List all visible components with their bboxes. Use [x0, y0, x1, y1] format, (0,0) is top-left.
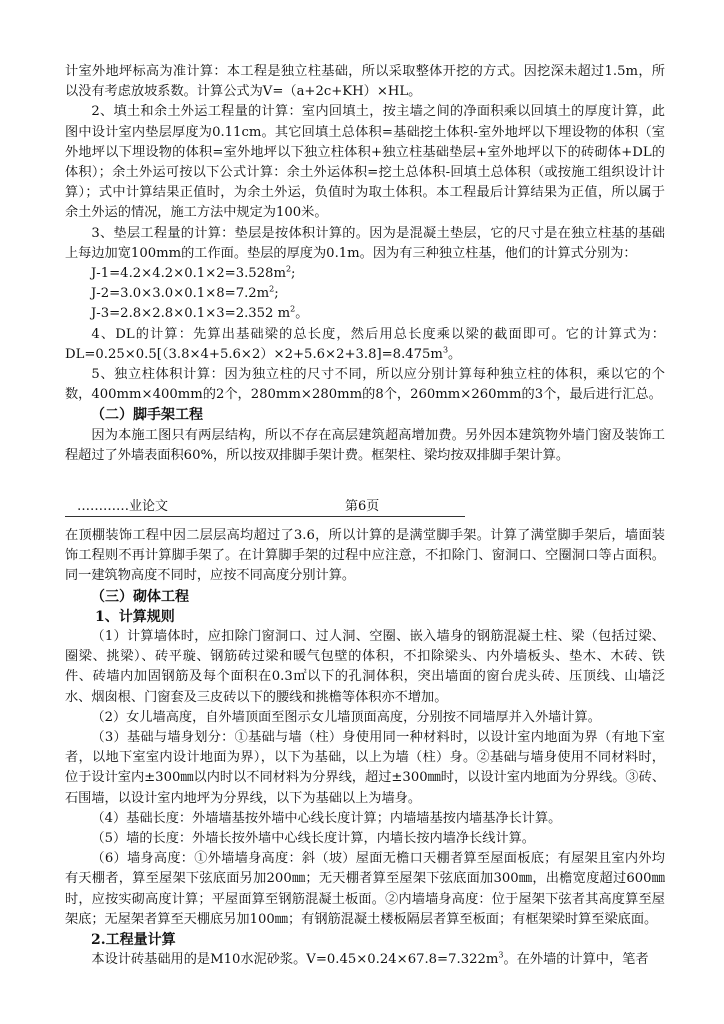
rule-6: （6）墙身高度：①外墙墙身高度：斜（坡）屋面无檐口天棚者算至屋面板底；有屋架且室内外均有天棚者，算至屋架下弦底面另加200㎜；无天棚者算至屋架下弦底面加300㎜，出檐宽度超过600㎜时，应按实砌高度计算；平屋面算至钢筋混凝土板面。②内墙墙身高度：位于屋架下弦者其高度算至屋架底；无屋架者算至天棚底另加100㎜；有钢筋混凝土楼板隔层者算至板面；有框架梁时算至梁底面。 [65, 851, 665, 927]
page-footer [65, 498, 465, 517]
footer-title: …………业论文 [77, 499, 169, 514]
continuation-paragraph: 在顶棚装饰工程中因二层层高均超过了3.6，所以计算的是满堂脚手架。计算了满堂脚手架后，墙面装饰工程则不再计算脚手架了。在计算脚手架的过程中应注意，不扣除门、窗洞口、空圈洞口等占面积。同一建筑物高度不同时，应按不同高度分别计算。 [65, 528, 665, 584]
item-5-paragraph: 5、独立柱体积计算：因为独立柱的尺寸不同，所以应分别计算每种独立柱的体积，乘以它的个数，400mm×400mm的2个，280mm×280mm的8个，260mm×260mm的3个，最后进行汇总。 [65, 367, 665, 403]
heading-scaffold: （二）脚手架工程 [91, 407, 203, 424]
formula-j3: J-3=2.8×2.8×0.1×3=2.352 $m^2$。 [91, 305, 309, 322]
item-2-paragraph: 2、填土和余土外运工程量的计算：室内回填土，按主墙之间的净面积乘以回填土的厚度计算，此图中设计室内垫层厚度为0.11cm。其它回填土总体积=基础挖土体积-室外地坪以下埋设物的体积（室外地坪以下埋设物的体积=室外地坪以下独立柱体积+独立柱基础垫层+室外地坪以下的砖砌体+DL的体积）；余土外运可按以下公式计算：余土外运体积=挖土总体积-回填土总体积（或按施工组织设计计算）；式中计算结果正值时，为余土外运，负值时为取土体积。本工程最后计算结果为正值，所以属于余土外运的情况，施工方法中规定为100米。 [65, 104, 665, 221]
scaffold-paragraph: 因为本施工图只有两层结构，所以不存在高层建筑超高增加费。另外因本建筑物外墙门窗及装饰工程超过了外墙表面积60%，所以按双排脚手架计费。框架柱、梁均按双排脚手架计算。 [65, 427, 665, 463]
heading-rules: 1、计算规则 [95, 608, 175, 625]
formula-j1: $J-1=4.2\times 4.2\times 0.1\times 2=3.528m^2$; [91, 264, 296, 282]
item-3-paragraph: 3、垫层工程量的计算：垫层是按体积计算的。因为是混凝土垫层，它的尺寸是在独立柱基的基础上每边加宽100mm的工作面。垫层的厚度为0.1m。因为有三种独立柱基，他们的计算式分别为： [65, 225, 665, 261]
rule-4: （4）基础长度：外墙墙基按外墙中心线长度计算；内墙墙基按内墙基净长计算。 [91, 810, 562, 826]
item-4-paragraph: 4、DL的计算：先算出基础梁的总长度，然后用总长度乘以梁的截面即可。它的计算式为：$DL=0.25\times 0.5[(3.8\times 4+5.6\times 2)\times 2+5.6\times 2+3.8]=8.475m^3$。 [65, 326, 665, 362]
rule-3: （3）基础与墙身划分：①基础与墙（柱）身使用同一种材料时，以设计室内地面为界（有地下室者，以地下室室内设计地面为界），以下为基础，以上为墙（柱）身。②基础与墙身使用不同材料时，位于设计室内±300㎜以内时以不同材料为分界线，超过±300㎜时，以设计室内地面为分界线。③砖、石围墙，以设计室内地坪为分界线，以下为基础以上为墙身。 [65, 730, 665, 806]
footer-page-number: 第6页 [345, 499, 380, 514]
rule-1: （1）计算墙体时，应扣除门窗洞口、过人洞、空圈、嵌入墙身的钢筋混凝土柱、梁（包括过梁、圈梁、挑梁）、砖平璇、钢筋砖过梁和暖气包壁的体积，不扣除梁头、内外墙板头、垫木、木砖、铁件、砖墙内加固钢筋及每个面积在0.3㎡以下的孔洞体积，突出墙面的窗台虎头砖、压顶线、山墙泛水、烟囱根、门窗套及三皮砖以下的腰线和挑檐等体积亦不增加。 [65, 629, 665, 705]
last-paragraph: 本设计砖基础用的是M10水泥砂浆。$V=0.45\times 0.24\times 67.8=7.322m^3$。在外墙的计算中，笔者 [91, 950, 649, 968]
page-section-1 [65, 62, 665, 466]
rule-2: （2）女儿墙高度，自外墙顶面至图示女儿墙顶面高度，分别按不同墙厚并入外墙计算。 [91, 709, 601, 725]
heading-masonry: （三）砌体工程 [91, 588, 189, 605]
heading-quantity: 2.工程量计算 [91, 932, 176, 949]
rule-5: （5）墙的长度：外墙长按外墙中心线长度计算，内墙长按内墙净长线计算。 [91, 831, 535, 847]
formula-j2: $J-2=3.0\times 3.0\times 0.1\times 8=7.2m^2$; [91, 284, 279, 302]
page-section-2 [65, 526, 665, 970]
intro-paragraph: 计室外地坪标高为准计算：本工程是独立柱基础，所以采取整体开挖的方式。因挖深未超过1.5m，所以没有考虑放坡系数。计算公式为V=（a+2c+KH）×HL。 [65, 64, 665, 100]
